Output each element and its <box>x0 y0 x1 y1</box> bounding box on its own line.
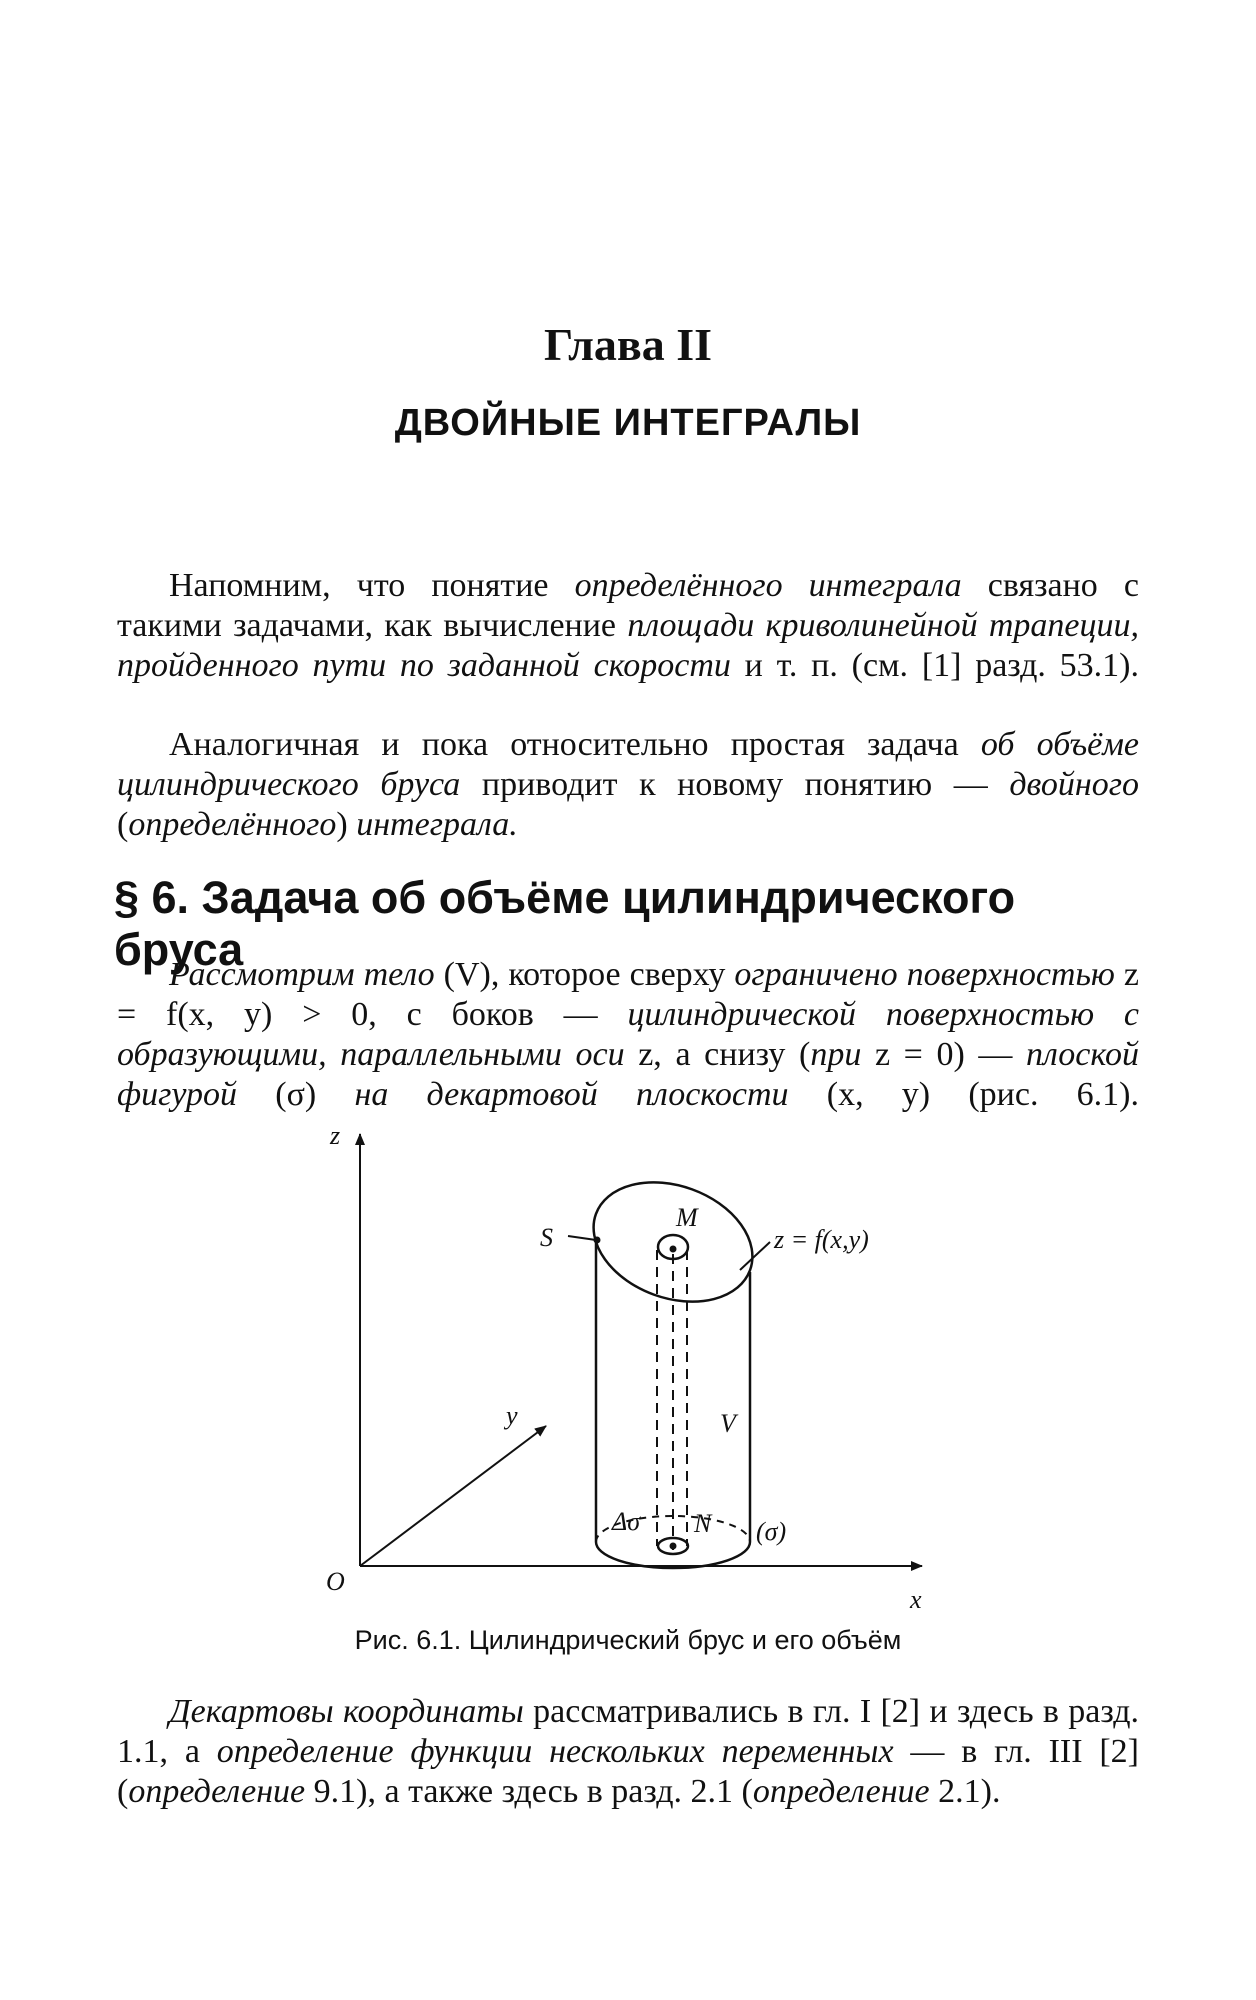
italic-run: Рассмотрим тело <box>169 956 435 993</box>
text-run: z = f(x, y) > 0, с боков — <box>117 956 1139 1033</box>
italic-run: плоской фигурой <box>117 1036 1139 1113</box>
origin-label: O <box>326 1567 345 1596</box>
x-axis-label: x <box>910 1585 922 1612</box>
surface-label: z = f(x,y) <box>774 1225 869 1254</box>
v-label: V <box>720 1409 736 1438</box>
italic-run: площади криволинейной трапеции, пройденного пути по заданной скорости <box>117 607 1139 684</box>
text-run: рассматривались в гл. I [2] и здесь в разд. 1.1, а <box>117 1693 1139 1770</box>
section-heading: § 6. Задача об объёме цилиндрического бруса <box>114 872 1016 975</box>
chapter-number: Глава II <box>543 319 713 370</box>
italic-run: об объёме цилиндрического бруса <box>117 726 1139 803</box>
italic-run: двойного <box>1009 766 1139 803</box>
z-axis-label: z <box>330 1122 341 1150</box>
italic-run: определение <box>128 1773 306 1810</box>
section-paragraph-1 <box>117 955 1139 1115</box>
y-axis <box>360 1426 546 1566</box>
text-run: и т. п. (см. [1] разд. 53.1). <box>730 647 1139 684</box>
italic-run: при <box>810 1036 862 1073</box>
italic-run: цилиндрической поверхностью с образующими, параллельными оси <box>117 996 1139 1073</box>
text-run: (V), которое сверху <box>434 956 735 993</box>
text-run: Аналогичная и пока относительно простая задача <box>169 726 981 763</box>
text-run: 9.1), а также здесь в разд. 2.1 ( <box>305 1773 753 1810</box>
sigma-label: (σ) <box>756 1517 787 1546</box>
text-run: (x, y) (рис. 6.1). <box>788 1076 1139 1113</box>
text-run: (σ) <box>237 1076 355 1113</box>
text-run: ( <box>117 806 129 843</box>
m-label: M <box>676 1203 698 1232</box>
after-paragraph-1 <box>117 1692 1139 1812</box>
italic-run: на декартовой плоскости <box>354 1076 789 1113</box>
point-m <box>670 1246 677 1253</box>
s-leader <box>568 1236 596 1240</box>
italic-run: определённого <box>128 806 337 843</box>
n-label: N <box>694 1509 712 1538</box>
point-n <box>670 1543 677 1550</box>
intro-paragraph-1 <box>117 566 1139 686</box>
italic-run: определение <box>752 1773 930 1810</box>
text-run: ) <box>336 806 357 843</box>
chapter-title: ДВОЙНЫЕ ИНТЕГРАЛЫ <box>394 402 862 444</box>
s-label: S <box>540 1223 553 1252</box>
top-surface-ellipse <box>577 1161 769 1322</box>
text-run: 2.1). <box>929 1773 1001 1810</box>
surface-leader <box>740 1242 770 1270</box>
italic-run: определение функции нескольких переменных <box>216 1733 894 1770</box>
text-run: связано с такими задачами, как вычисление <box>117 567 1139 644</box>
y-axis-label: y <box>506 1401 518 1430</box>
italic-run: определённого интеграла <box>574 567 962 604</box>
italic-run: интеграла. <box>356 806 518 843</box>
italic-run: ограничено поверхностью <box>734 956 1115 993</box>
intro-paragraph-2 <box>117 725 1139 845</box>
cylinder-figure <box>300 1122 940 1612</box>
text-run: приводит к новому понятию — <box>460 766 1010 803</box>
text-run: z, а снизу ( <box>624 1036 811 1073</box>
text-run: — в гл. III [2] ( <box>117 1733 1140 1810</box>
figure-caption: Рис. 6.1. Цилиндрический брус и его объём <box>354 1625 902 1655</box>
text-run: z = 0) — <box>861 1036 1027 1073</box>
italic-run: Декартовы координаты <box>169 1693 524 1730</box>
delta-sigma-label: Δσ <box>612 1507 641 1536</box>
text-run: Напомним, что понятие <box>169 567 575 604</box>
